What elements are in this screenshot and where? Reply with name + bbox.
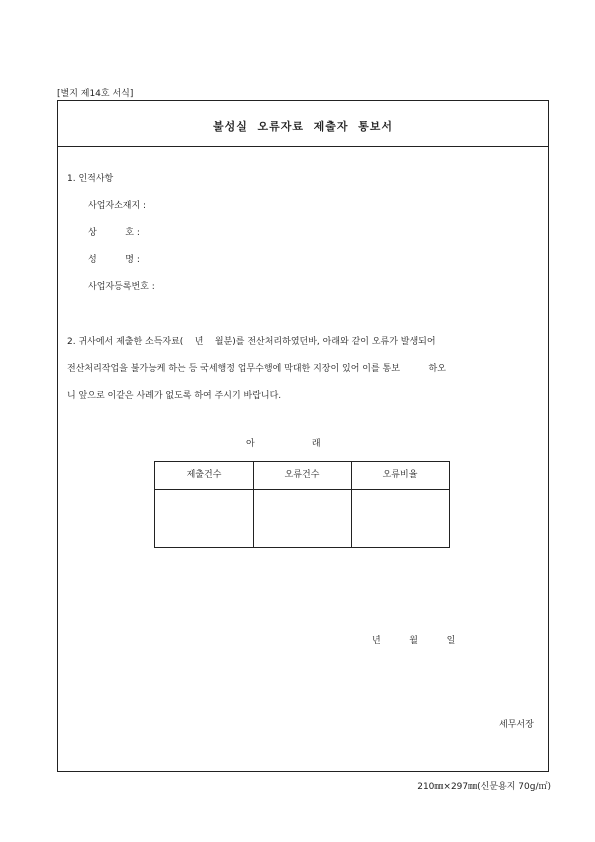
header-error-ratio: 오류비율: [382, 470, 418, 480]
section2-line-1: 2. 귀사에서 제출한 소득자료( 년 월분)를 전산처리하였던바, 아래와 같이 오류가 발생되어: [67, 337, 436, 347]
field-name: 성 명 :: [88, 255, 140, 265]
section2-line-2: 전산처리작업을 불가능케 하는 등 국세행정 업무수행에 막대한 지장이 있어 이를 통보 하오: [67, 364, 446, 374]
date-line: 년 월 일: [372, 636, 456, 646]
paper-spec-note: 210㎜×297㎜(신문용지 70g/㎡): [417, 782, 551, 792]
section1-heading: 1. 인적사항: [67, 174, 114, 184]
field-business-reg-no: 사업자등록번호 :: [88, 282, 155, 292]
form-reference: [별지 제14호 서식]: [57, 89, 134, 99]
error-summary-table: [154, 461, 450, 548]
header-submitted-count: 제출건수: [186, 470, 222, 480]
signature-line: 세무서장: [499, 720, 534, 730]
field-trade-name: 상 호 :: [88, 228, 140, 238]
below-heading: 아 래: [246, 439, 321, 449]
field-business-address: 사업자소재지 :: [88, 201, 147, 211]
title-divider: [57, 146, 549, 147]
header-error-count: 오류건수: [284, 470, 320, 480]
section2-line-3: 니 앞으로 이같은 사례가 없도록 하여 주시기 바랍니다.: [67, 391, 282, 401]
page-title: 불성실 오류자료 제출자 통보서: [212, 120, 394, 133]
